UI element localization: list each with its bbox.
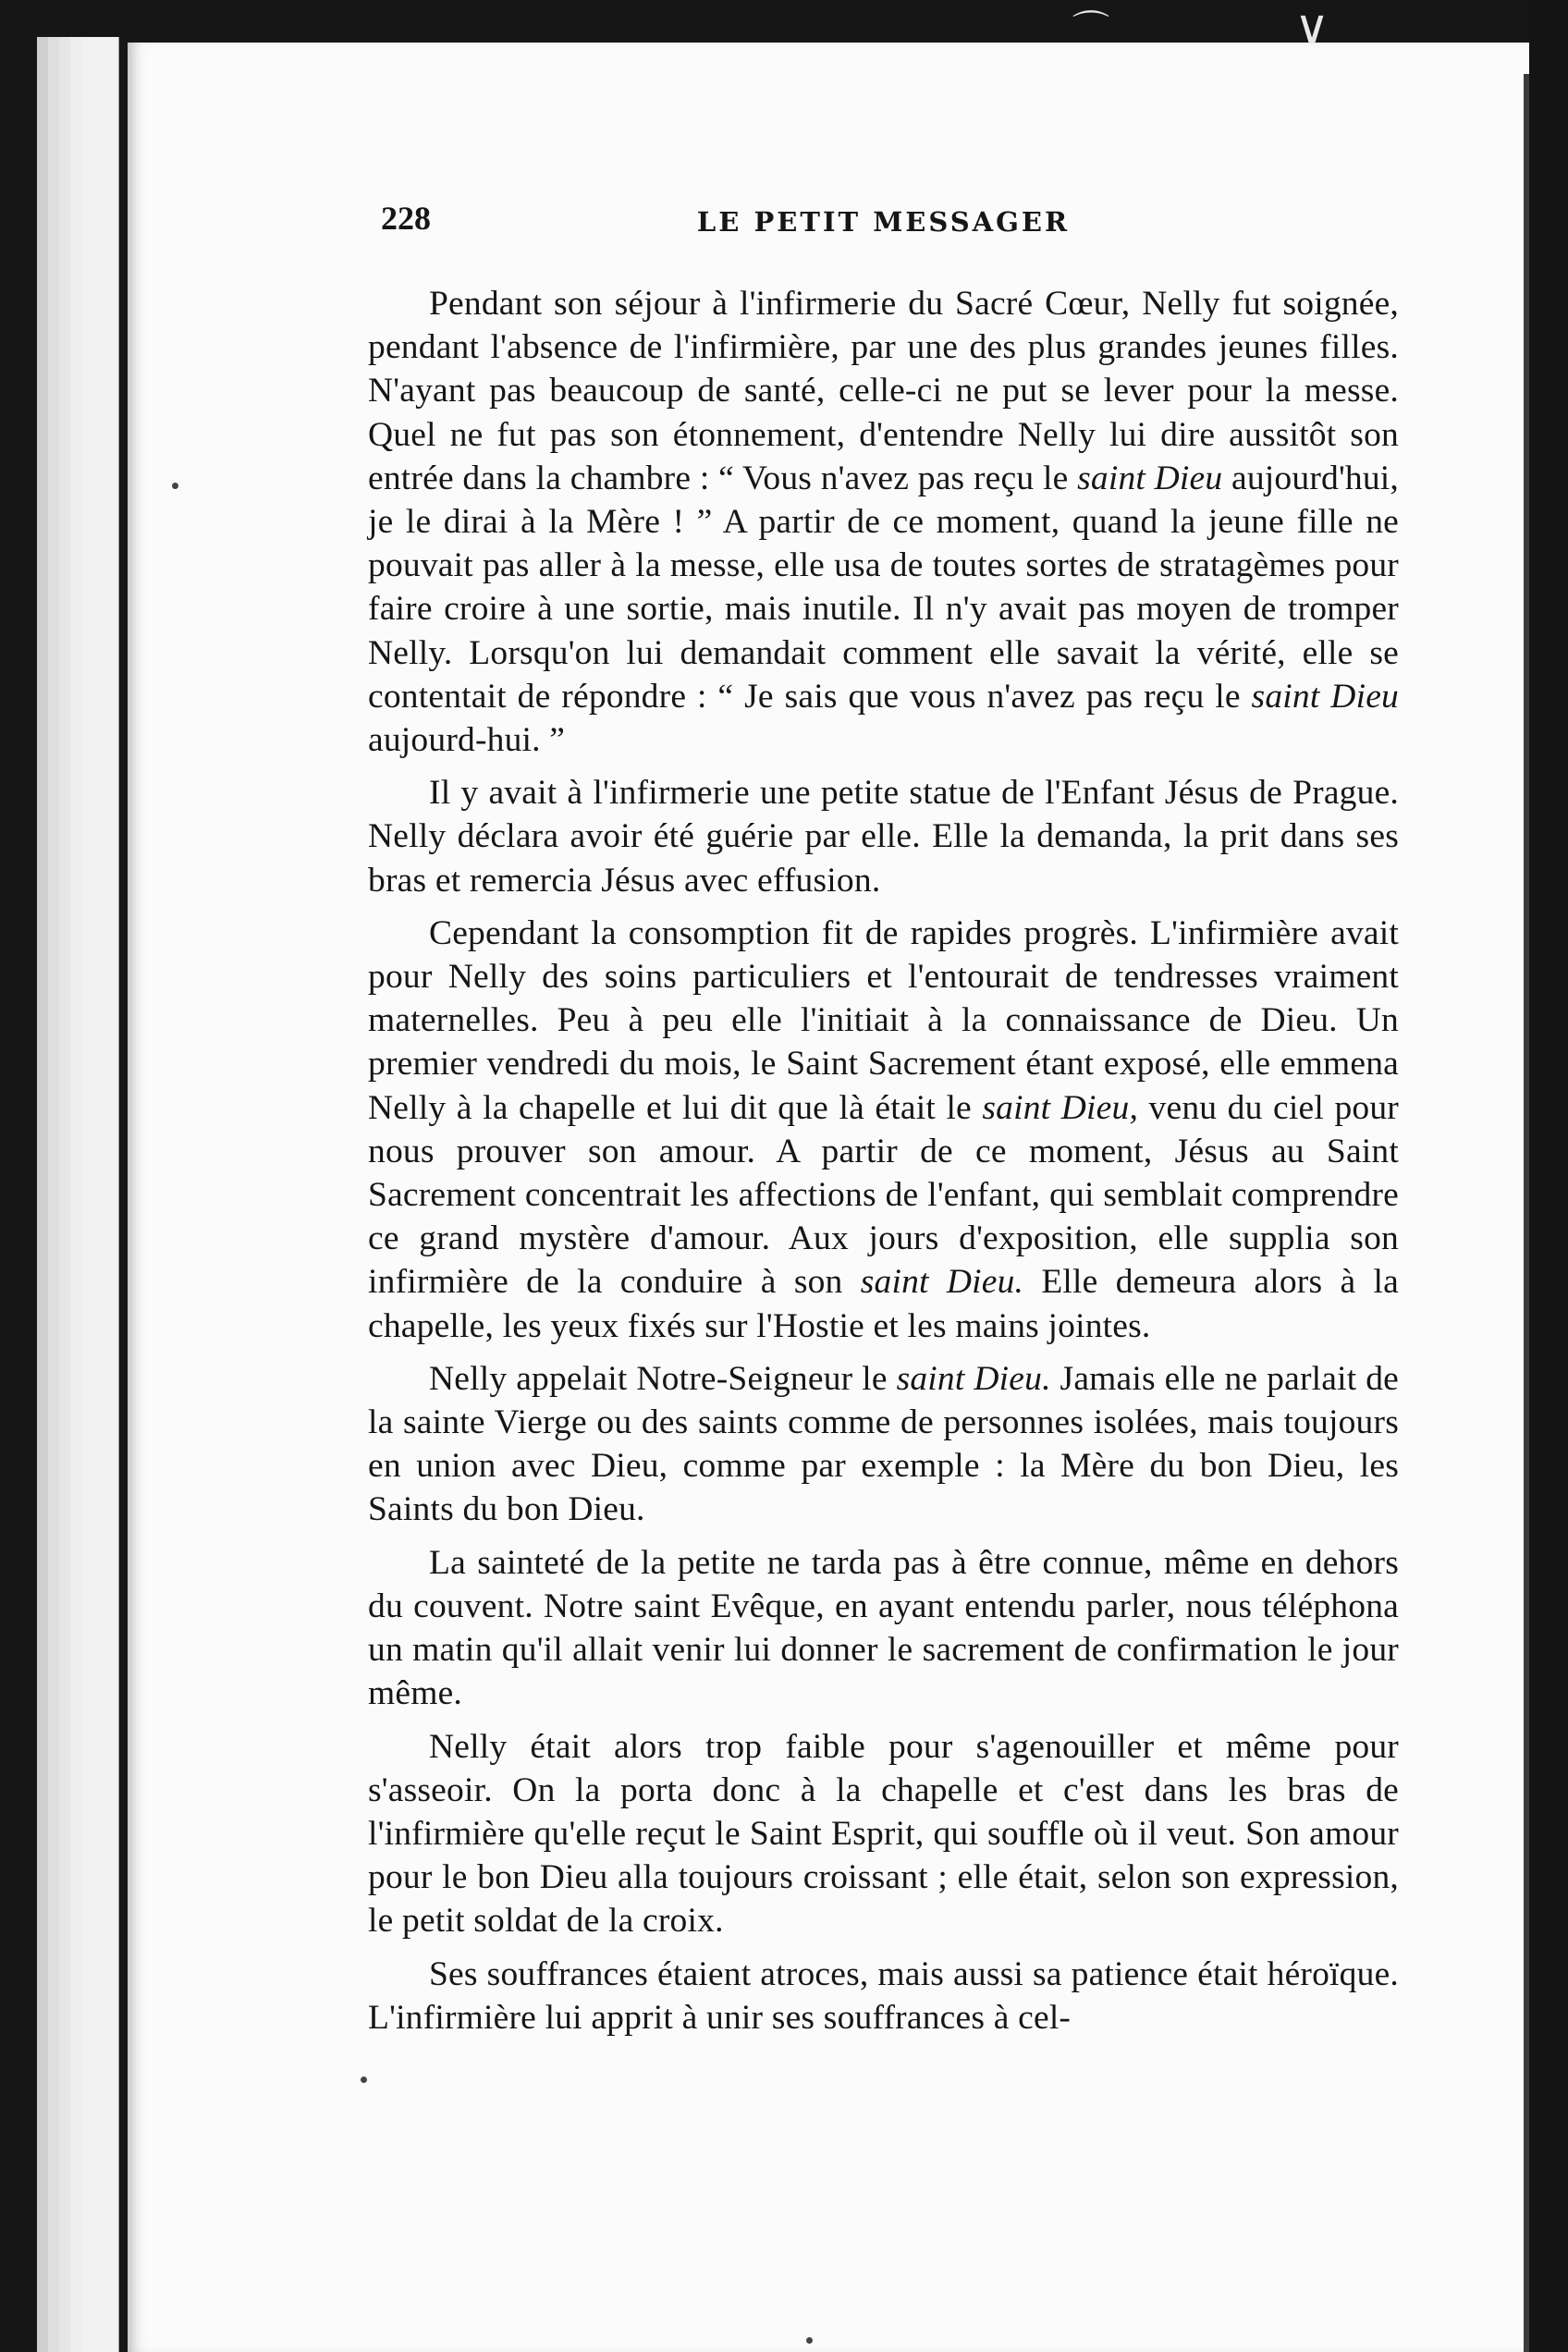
text-run: Jamais elle ne parlait de la sainte Vierge ou des saints comme de personnes isolées, mais toujours en union avec Dieu, comme par exemple : la Mère du bon Dieu, les Saints du bon Dieu. (368, 1359, 1400, 1529)
scan-border (1529, 0, 1568, 2352)
scan-artifact-icon: ∨ (1294, 0, 1330, 55)
paragraph (368, 1357, 1399, 1532)
text-run: Cependant la consomption fit de rapides progrès. L'infirmière avait pour Nelly des soins particuliers et l'entourait de tendresses vraiment maternelles. Peu à peu elle l'initiait à la connaissance de Dieu. Un premier vendredi du mois, le Saint Sacrement étant exposé, elle emmena Nelly à la chapelle et lui dit que là était le (368, 913, 1399, 1127)
text-run: venu du ciel pour nous prouver son amour. A partir de ce moment, Jésus au Saint Sacrement concentrait les affections de l'enfant, qui semblait comprendre ce grand mystère d'amour. Aux jours d'exposition, elle supplia son infirmière de la conduire à son (368, 1088, 1399, 1302)
paragraph (368, 912, 1399, 1348)
text-block (368, 199, 1399, 2049)
italic-run: saint Dieu (1077, 459, 1223, 497)
text-run: Pendant son séjour à l'infirmerie du Sacré Cœur, Nelly fut soignée, pendant l'absence de l'infirmière, par une des plus grandes jeunes filles. N'ayant pas beaucoup de santé, celle-ci ne put se lever pour la messe. Quel ne fut pas son étonnement, d'entendre Nelly lui dire aussitôt son entrée dans la chambre : “ Vous n'avez pas reçu le (368, 285, 1399, 497)
text-run: aujourd-hui. ” (368, 721, 566, 760)
page-edge (81, 37, 119, 2352)
page-number: 228 (381, 200, 431, 237)
paragraph (368, 771, 1399, 902)
body-text (368, 282, 1399, 2040)
text-run: aujourd'hui, je le dirai à la Mère ! ” A partir de ce moment, quand la jeune fille ne pouvait pas aller à la messe, elle usa de toutes sortes de stratagèmes pour faire croire à une sortie, mais inutile. Il n'y avait pas moyen de tromper Nelly. Lorsqu'on lui demandait comment elle savait la vérité, elle se contentait de répondre : “ Je sais que vous n'avez pas reçu le (368, 459, 1400, 716)
paragraph (368, 282, 1399, 762)
scan-artifact-icon: ⌒ (1072, 8, 1109, 51)
stray-dot (172, 483, 178, 489)
running-head (368, 199, 1399, 254)
stray-dot (806, 2337, 813, 2344)
italic-run: saint Dieu, (982, 1088, 1139, 1127)
paragraph (368, 1541, 1399, 1716)
text-run: La sainteté de la petite ne tarda pas à être connue, même en dehors du couvent. Notre saint Evêque, en ayant entendu parler, nous téléphona un matin qu'il allait venir lui donner le sacrement de confirmation le jour même. (368, 1543, 1399, 1713)
text-run: Elle demeura alors à la chapelle, les yeux fixés sur l'Hostie et les mains jointes. (368, 1263, 1399, 1345)
stray-dot (361, 2076, 367, 2083)
text-run: Nelly appelait Notre-Seigneur le (429, 1359, 897, 1398)
paragraph (368, 1725, 1399, 1943)
italic-run: saint Dieu (1251, 677, 1399, 716)
italic-run: saint Dieu. (860, 1263, 1024, 1302)
paragraph (368, 1953, 1399, 2040)
text-run: Ses souffrances étaient atroces, mais aussi sa patience était héroïque. L'infirmière lui apprit à unir ses souffrances à cel- (368, 1954, 1399, 2037)
text-run: Il y avait à l'infirmerie une petite statue de l'Enfant Jésus de Prague. Nelly déclara avoir été guérie par elle. Elle la demanda, la prit dans ses bras et remercia Jésus avec effusion. (368, 774, 1399, 900)
text-run: Nelly était alors trop faible pour s'agenouiller et même pour s'asseoir. On la porta donc à la chapelle et c'est dans les bras de l'infirmière qu'elle reçut le Saint Esprit, qui souffle où il veut. Son amour pour le bon Dieu alla toujours croissant ; elle était, selon son expression, le petit soldat de la croix. (368, 1727, 1399, 1941)
running-title: LE PETIT MESSAGER (696, 206, 1071, 238)
italic-run: saint Dieu. (896, 1359, 1051, 1398)
